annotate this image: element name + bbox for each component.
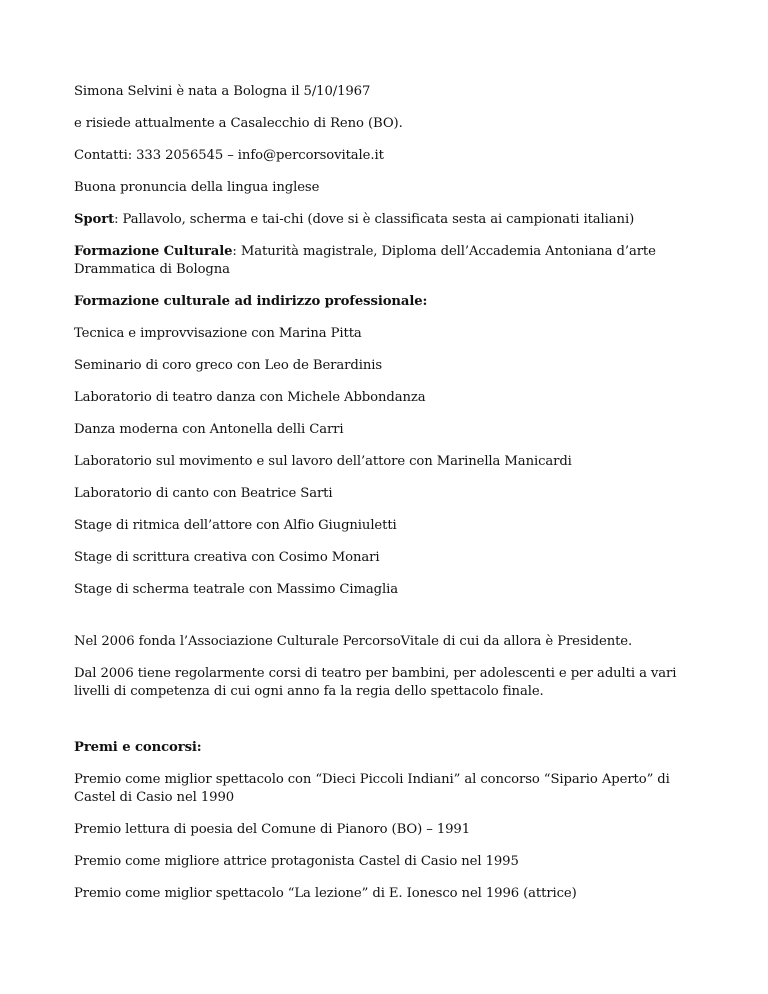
formazione-text: : Maturità magistrale, Diploma dell’Accademia Antoniana d’arte Drammatica di Bologna [74,244,656,277]
sport-paragraph [74,211,694,229]
list-item: Seminario di coro greco con Leo de Berardinis [74,358,382,373]
professionale-heading: Formazione culturale ad indirizzo professionale: [74,294,428,309]
premi-heading: Premi e concorsi: [74,740,202,755]
associazione-founded: Nel 2006 fonda l’Associazione Culturale PercorsoVitale di cui da allora è Presidente. [74,634,633,649]
associazione-courses: Dal 2006 tiene regolarmente corsi di teatro per bambini, per adolescenti e per adulti a vari livelli di competenza di cui ogni anno fa la regia dello spettacolo finale. [74,666,677,699]
list-item: Premio come miglior spettacolo “La lezione” di E. Ionesco nel 1996 (attrice) [74,886,577,901]
sport-label: Sport [74,212,115,227]
list-item: Stage di ritmica dell’attore con Alfio Giugniuletti [74,518,397,533]
list-item: Premio come miglior spettacolo con “Dieci Piccoli Indiani” al concorso “Sipario Aperto” di Castel di Casio nel 1990 [74,772,670,805]
list-item: Premio come migliore attrice protagonista Castel di Casio nel 1995 [74,854,519,869]
sport-text: : Pallavolo, scherma e tai-chi (dove si è classificata sesta ai campionati italiani) [114,212,635,227]
list-item: Tecnica e improvvisazione con Marina Pitta [74,326,362,341]
intro-residence: e risiede attualmente a Casalecchio di Reno (BO). [74,116,403,131]
list-item: Premio lettura di poesia del Comune di Pianoro (BO) – 1991 [74,822,471,837]
list-item: Laboratorio di teatro danza con Michele Abbondanza [74,390,426,405]
formazione-paragraph [74,243,694,279]
intro-contacts: Contatti: 333 2056545 – info@percorsovitale.it [74,148,384,163]
list-item: Stage di scrittura creativa con Cosimo Monari [74,550,380,565]
intro-birth: Simona Selvini è nata a Bologna il 5/10/1967 [74,84,371,99]
list-item: Laboratorio sul movimento e sul lavoro dell’attore con Marinella Manicardi [74,454,572,469]
list-item: Laboratorio di canto con Beatrice Sarti [74,486,333,501]
document-page [74,83,694,917]
intro-english: Buona pronuncia della lingua inglese [74,180,320,195]
list-item: Danza moderna con Antonella delli Carri [74,422,344,437]
list-item: Stage di scherma teatrale con Massimo Cimaglia [74,582,399,597]
formazione-label: Formazione Culturale [74,244,233,259]
